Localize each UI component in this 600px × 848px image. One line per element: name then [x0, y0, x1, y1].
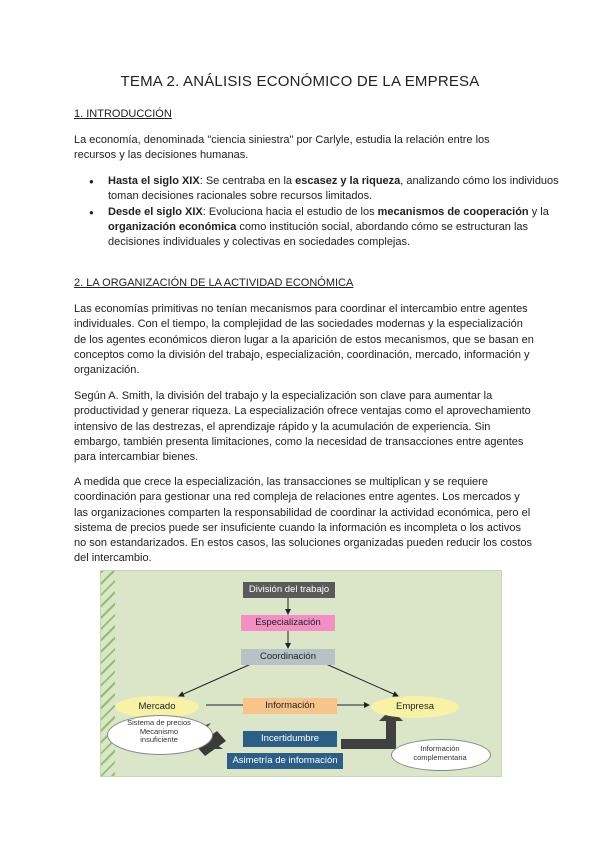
page-title: TEMA 2. ANÁLISIS ECONÓMICO DE LA EMPRESA	[120, 73, 480, 90]
informacion-box: Información	[243, 698, 337, 714]
incertidumbre-box: Incertidumbre	[243, 731, 337, 747]
empresa-label: Empresa	[395, 701, 434, 712]
info-complementaria-label: Información complementaria	[413, 744, 467, 762]
coordinacion-box: Coordinación	[241, 649, 335, 665]
paragraph: A medida que crece la especialización, las transacciones se multiplican y se requiere coordinación para gestionar una red compleja de relaciones entre agentes. Los mercados y las organizaciones comparten la responsabilidad de coordinar la actividad económica, pero el sistema de precios puede ser insuficiente cuando la información es incompleta o los activos no son estandarizados. En estos casos, las soluciones organizadas pueden reducir los costos del intercambio.	[74, 476, 532, 565]
organization-diagram	[100, 570, 502, 777]
paragraph: Según A. Smith, la división del trabajo y la especialización son clave para aumentar la productividad y generar riqueza. La especialización ofrece ventajas como el aprovechamiento intensivo de las destrezas, el aprendizaje rápido y la acumulación de experiencia. Sin embargo, también presenta limitaciones, como la necesidad de transacciones entre agentes para intercambiar bienes.	[74, 390, 531, 464]
bullet-list	[74, 174, 560, 250]
section-heading-introduccion: 1. INTRODUCCIÓN	[74, 108, 172, 120]
mercado-label: Mercado	[138, 701, 176, 712]
paragraph: Las economías primitivas no tenían mecanismos para coordinar el intercambio entre agentes individuales. Con el tiempo, la complejidad de las sociedades modernas y la especialización de los agentes económicos dieron lugar a la aparición de estos mecanismos, que se basan en conceptos como la división del trabajo, especialización, coordinación, mercado, información y organización.	[74, 303, 534, 377]
division-box: División del trabajo	[243, 582, 335, 598]
arrow-coordinacion-to-empresa	[326, 664, 398, 696]
asimetria-box: Asimetría de información	[227, 753, 343, 769]
list-item: ● Desde el siglo XIX: Evoluciona hacia el estudio de los mecanismos de cooperación y la organización económica como institución social, abordando cómo se estructuran las decisiones individuales y colectivas en sociedades complejas.	[108, 205, 560, 251]
list-item: ● Hasta el siglo XIX: Se centraba en la escasez y la riqueza, analizando cómo los individuos toman decisiones racionales sobre recursos limitados.	[108, 174, 560, 205]
arrow-coordinacion-to-mercado	[179, 664, 251, 696]
sistema-precios-label: Sistema de precios Mecanismo insuficiente	[127, 718, 191, 744]
section-heading-organizacion: 2. LA ORGANIZACIÓN DE LA ACTIVIDAD ECONÓMICA	[74, 277, 354, 289]
especializacion-box: Especialización	[241, 615, 335, 631]
intro-paragraph: La economía, denominada "ciencia siniestra" por Carlyle, estudia la relación entre los recursos y las decisiones humanas.	[74, 134, 490, 162]
